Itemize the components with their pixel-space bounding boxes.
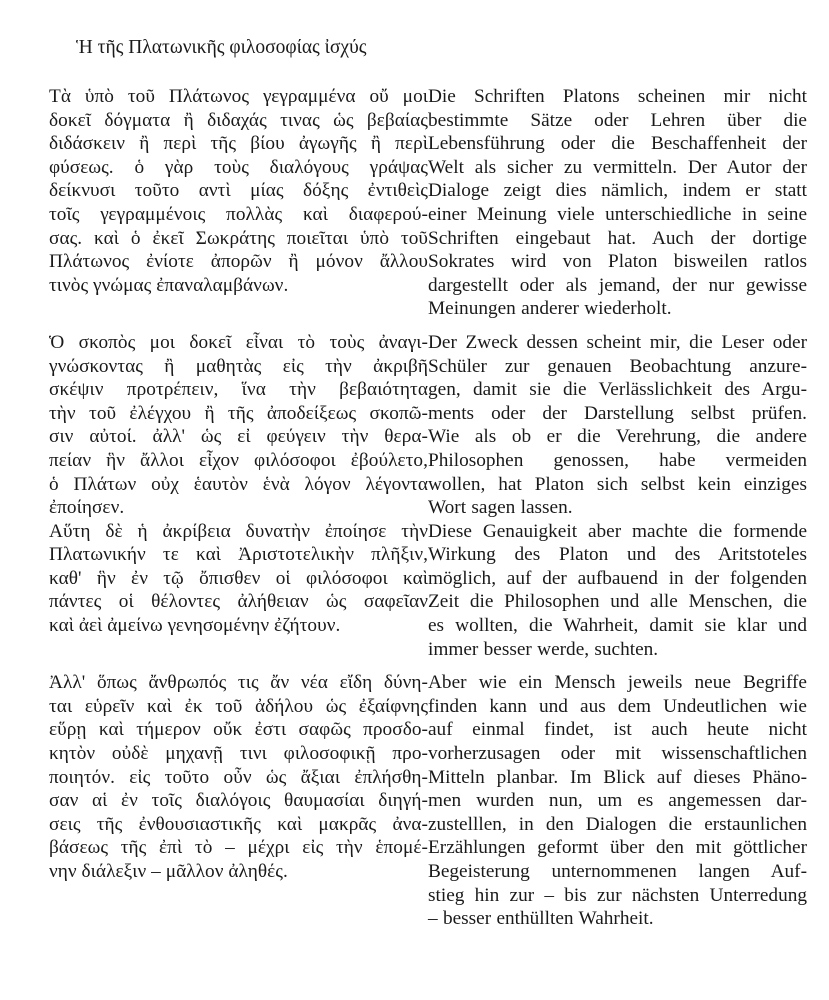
- text-line: βάσεως τῆς ἐπὶ τὸ – μέχρι εἰς τὴν ἑπομέ-: [49, 837, 428, 859]
- text-line: τὴν τοῦ ἐλέγχου ἢ τῆς ἀποδείξεως σκοπῶ-: [49, 402, 428, 424]
- text-line: κητὸν οὐδὲ μηχανῇ τινι φιλοσοφικῇ προ-: [49, 743, 428, 765]
- text-line: ὁ Πλάτων οὐχ ἑαυτὸν ἑνὰ λόγον λέγοντα: [49, 473, 428, 495]
- text-line: dargestellt oder als jemand, der nur gewisse: [428, 274, 807, 296]
- text-line: σαν αἱ ἐν τοῖς διαλόγοις θαυμασίαι διηγή-: [49, 790, 428, 812]
- text-line: es wollten, die Wahrheit, damit sie klar und: [428, 615, 807, 637]
- text-line: einer Meinung viele unterschiedliche in seine: [428, 203, 807, 225]
- text-line: Dialoge zeigt dies nämlich, indem er statt: [428, 180, 807, 202]
- text-line: Ὁ σκοπὸς μοι δοκεῖ εἶναι τὸ τοὺς ἀναγι-: [49, 331, 428, 353]
- paragraph-row-2: [49, 331, 807, 520]
- text-line: σεις τῆς ἐνθουσιαστικῆς καὶ μακρᾶς ἀνα-: [49, 813, 428, 835]
- text-line: Meinungen anderer wiederholt.: [428, 298, 672, 320]
- text-line: Ἀλλ' ὅπως ἄνθρωπός τις ἄν νέα εἴδη δύνη-: [49, 672, 428, 694]
- text-line: γνώσκοντας ἢ μαθητὰς εἰς τὴν ἀκριβῆ: [49, 355, 428, 377]
- text-line: Wie als ob er die Verehrung, die andere: [428, 426, 807, 448]
- parallel-text: [49, 85, 807, 931]
- text-line: Erzählungen geformt über den mit göttlicher: [428, 837, 807, 859]
- text-line: Schüler zur genauen Beobachtung anzure-: [428, 355, 807, 377]
- text-line: νην διάλεξιν – μᾶλλον ἀληθές.: [49, 861, 288, 882]
- text-line: bestimmte Sätze oder Lehren über die: [428, 109, 807, 131]
- text-line: σκέψιν προτρέπειν, ἵνα τὴν βεβαιότητα: [49, 379, 428, 401]
- text-line: Diese Genauigkeit aber machte die formende: [428, 520, 807, 542]
- text-line: Philosophen genossen, habe vermeiden: [428, 449, 807, 471]
- document-title: Ἡ τῆς Πλατωνικῆς φιλοσοφίας ἰσχύς: [76, 37, 367, 58]
- text-line: φύσεως. ὁ γὰρ τοὺς διαλόγους γράψας: [49, 156, 428, 178]
- paragraph-row-3: [49, 520, 807, 662]
- text-line: ποιητόν. εἰς τοῦτο οὖν ὡς ἄξιαι ἐπλήσθη-: [49, 766, 428, 788]
- text-line: auf einmal findet, ist auch heute nicht: [428, 719, 807, 741]
- text-line: – besser enthüllten Wahrheit.: [428, 908, 654, 930]
- text-line: ἐποίησεν.: [49, 497, 125, 519]
- text-line: immer besser werde, suchten.: [428, 638, 659, 660]
- text-line: Wort sagen lassen.: [428, 497, 573, 519]
- german-paragraph: [428, 671, 807, 931]
- greek-paragraph: [49, 85, 428, 297]
- text-line: σας. καὶ ὁ ἐκεῖ Σωκράτης ποιεῖται ὑπὸ τοῦ: [49, 227, 428, 249]
- text-line: finden kann und aus dem Undeutlichen wie: [428, 695, 807, 717]
- text-line: δοκεῖ δόγματα ἢ διδαχάς τινας ὡς βεβαίας: [49, 109, 428, 131]
- greek-paragraph: [49, 671, 428, 883]
- text-line: Πλατωνικήν τε καὶ Ἀριστοτελικὴν πλῆξιν,: [49, 544, 428, 566]
- text-line: ments oder der Darstellung selbst prüfen.: [428, 402, 807, 424]
- text-line: Lebensführung oder die Beschaffenheit der: [428, 133, 807, 155]
- text-line: Mitteln planbar. Im Blick auf dieses Phäno-: [428, 766, 807, 788]
- text-line: Αὕτη δὲ ἡ ἀκρίβεια δυνατὴν ἐποίησε τὴν: [49, 520, 428, 542]
- text-line: καθ' ἣν ἐν τῷ ὄπισθεν οἱ φιλόσοφοι καὶ: [49, 567, 428, 589]
- text-line: wollen, hat Platon sich selbst kein einziges: [428, 473, 807, 495]
- german-paragraph: [428, 85, 807, 321]
- text-line: Πλάτωνος ἐνίοτε ἀπορῶν ἢ μόνον ἄλλου: [49, 251, 428, 273]
- german-paragraph: [428, 331, 807, 520]
- greek-paragraph: [49, 520, 428, 638]
- paragraph-row-4: [49, 671, 807, 931]
- text-line: Welt als sicher zu vermitteln. Der Autor der: [428, 156, 807, 178]
- text-line: δείκνυσι τοῦτο αντὶ μίας δόξης ἐντιθεὶς: [49, 180, 428, 202]
- text-line: ται εὑρεῖν καὶ ἐκ τοῦ ἀδήλου ὡς ἐξαίφνης: [49, 695, 428, 717]
- text-line: Begeisterung unternommenen langen Auf-: [428, 861, 807, 882]
- text-line: τοῖς γεγραμμένοις πολλὰς καὶ διαφερού-: [49, 203, 428, 225]
- text-line: εὕρῃ καὶ τήμερον οὔκ ἐστι σαφῶς προσδο-: [49, 719, 428, 741]
- text-line: stieg hin zur – bis zur nächsten Unterredung: [428, 884, 807, 906]
- text-line: διδάσκειν ἢ περὶ τῆς βίου ἀγωγῆς ἢ περὶ: [49, 133, 428, 155]
- text-line: σιν αὐτοί. ἀλλ' ὡς εἰ φεύγειν τὴν θερα-: [49, 426, 428, 448]
- text-line: πάντες οἱ θέλοντες ἀλήθειαν ὡς σαφεῖαν: [49, 591, 428, 613]
- text-line: καὶ ἀεὶ ἀμείνω γενησομένην ἐζήτουν.: [49, 615, 341, 637]
- text-line: Die Schriften Platons scheinen mir nicht: [428, 86, 807, 107]
- text-line: gen, damit sie die Verlässlichkeit des Argu-: [428, 379, 807, 401]
- text-line: men wurden nun, um es angemessen dar-: [428, 790, 807, 812]
- paragraph-row-1: [49, 85, 807, 321]
- text-line: πείαν ἣν ἄλλοι εἶχον φιλόσοφοι ἐβούλετο,: [49, 449, 428, 471]
- text-line: Wirkung des Platon und des Aritstoteles: [428, 544, 807, 566]
- german-paragraph: [428, 520, 807, 662]
- text-line: τινὸς γνώμας ἐπαναλαμβάνων.: [49, 274, 289, 296]
- text-line: vorherzusagen oder mit wissenschaftlichen: [428, 743, 807, 765]
- text-line: Schriften eingebaut hat. Auch der dortige: [428, 227, 807, 249]
- text-line: Sokrates wird von Platon bisweilen ratlos: [428, 251, 807, 273]
- text-line: Τὰ ὑπὸ τοῦ Πλάτωνος γεγραμμένα οὔ μοι: [49, 86, 428, 107]
- text-line: Zeit die Philosophen und alle Menschen, die: [428, 591, 807, 613]
- text-line: zustelllen, in den Dialogen die erstaunlichen: [428, 813, 807, 835]
- text-line: Der Zweck dessen scheint mir, die Leser oder: [428, 331, 807, 353]
- greek-paragraph: [49, 331, 428, 520]
- text-line: Aber wie ein Mensch jeweils neue Begriffe: [428, 672, 807, 694]
- text-line: möglich, auf der aufbauend in der folgenden: [428, 567, 807, 589]
